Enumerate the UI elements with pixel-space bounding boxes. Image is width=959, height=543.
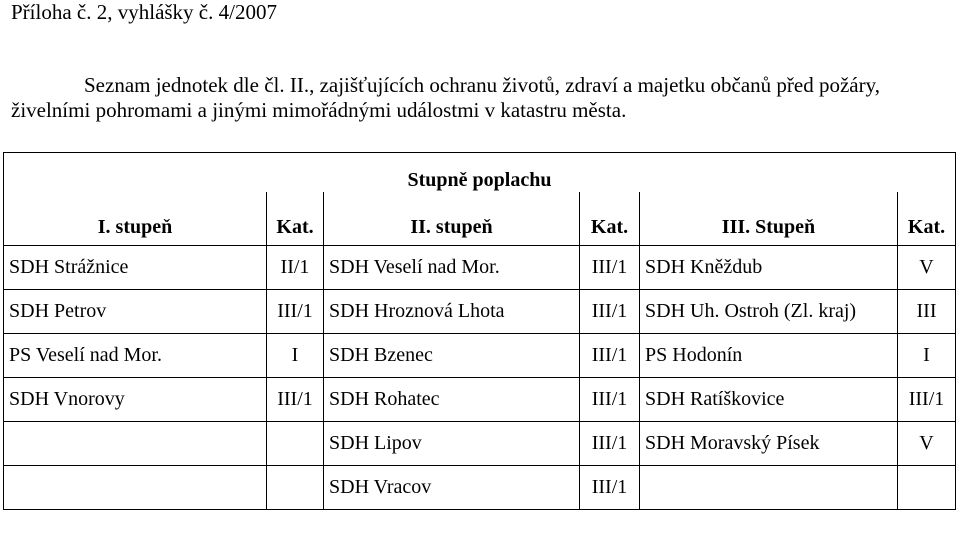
table-row bbox=[4, 290, 956, 334]
category-level-1 bbox=[267, 466, 324, 510]
category-level-3: V bbox=[898, 246, 956, 290]
document-heading: Příloha č. 2, vyhlášky č. 4/2007 bbox=[11, 0, 277, 24]
table-row bbox=[4, 246, 956, 290]
unit-level-3: PS Hodonín bbox=[640, 334, 898, 378]
intro-paragraph bbox=[11, 73, 951, 123]
category-level-3 bbox=[898, 466, 956, 510]
unit-level-3: SDH Ratíškovice bbox=[640, 378, 898, 422]
unit-level-2: SDH Veselí nad Mor. bbox=[324, 246, 580, 290]
header-category-3: Kat. bbox=[898, 192, 956, 246]
category-level-2: III/1 bbox=[580, 466, 640, 510]
table-header-row bbox=[4, 192, 956, 246]
header-category-1: Kat. bbox=[267, 192, 324, 246]
category-level-2: III/1 bbox=[580, 246, 640, 290]
unit-level-3: SDH Uh. Ostroh (Zl. kraj) bbox=[640, 290, 898, 334]
category-level-2: III/1 bbox=[580, 422, 640, 466]
header-category-2: Kat. bbox=[580, 192, 640, 246]
unit-level-2: SDH Rohatec bbox=[324, 378, 580, 422]
unit-level-1 bbox=[4, 466, 267, 510]
intro-line-2: živelními pohromami a jinými mimořádnými událostmi v katastru města. bbox=[11, 98, 627, 122]
table-row bbox=[4, 334, 956, 378]
category-level-3: I bbox=[898, 334, 956, 378]
unit-level-1: SDH Strážnice bbox=[4, 246, 267, 290]
unit-level-1 bbox=[4, 422, 267, 466]
unit-level-3: SDH Moravský Písek bbox=[640, 422, 898, 466]
unit-level-2: SDH Hroznová Lhota bbox=[324, 290, 580, 334]
category-level-1: III/1 bbox=[267, 290, 324, 334]
unit-level-1: PS Veselí nad Mor. bbox=[4, 334, 267, 378]
category-level-1: II/1 bbox=[267, 246, 324, 290]
unit-level-2: SDH Vracov bbox=[324, 466, 580, 510]
category-level-2: III/1 bbox=[580, 334, 640, 378]
alarm-levels-table bbox=[3, 152, 956, 510]
unit-level-2: SDH Bzenec bbox=[324, 334, 580, 378]
unit-level-3 bbox=[640, 466, 898, 510]
header-level-1: I. stupeň bbox=[4, 192, 267, 246]
intro-line-1: Seznam jednotek dle čl. II., zajišťujících ochranu životů, zdraví a majetku občanů před požáry, bbox=[84, 73, 880, 97]
unit-level-1: SDH Petrov bbox=[4, 290, 267, 334]
category-level-3: III/1 bbox=[898, 378, 956, 422]
table-title: Stupně poplachu bbox=[4, 153, 956, 193]
category-level-1 bbox=[267, 422, 324, 466]
category-level-1: I bbox=[267, 334, 324, 378]
category-level-1: III/1 bbox=[267, 378, 324, 422]
unit-level-3: SDH Kněždub bbox=[640, 246, 898, 290]
table-row bbox=[4, 378, 956, 422]
category-level-2: III/1 bbox=[580, 290, 640, 334]
table-row bbox=[4, 422, 956, 466]
category-level-2: III/1 bbox=[580, 378, 640, 422]
category-level-3: V bbox=[898, 422, 956, 466]
header-level-2: II. stupeň bbox=[324, 192, 580, 246]
unit-level-2: SDH Lipov bbox=[324, 422, 580, 466]
table-title-row bbox=[4, 153, 956, 193]
unit-level-1: SDH Vnorovy bbox=[4, 378, 267, 422]
category-level-3: III bbox=[898, 290, 956, 334]
header-level-3: III. Stupeň bbox=[640, 192, 898, 246]
table-row bbox=[4, 466, 956, 510]
